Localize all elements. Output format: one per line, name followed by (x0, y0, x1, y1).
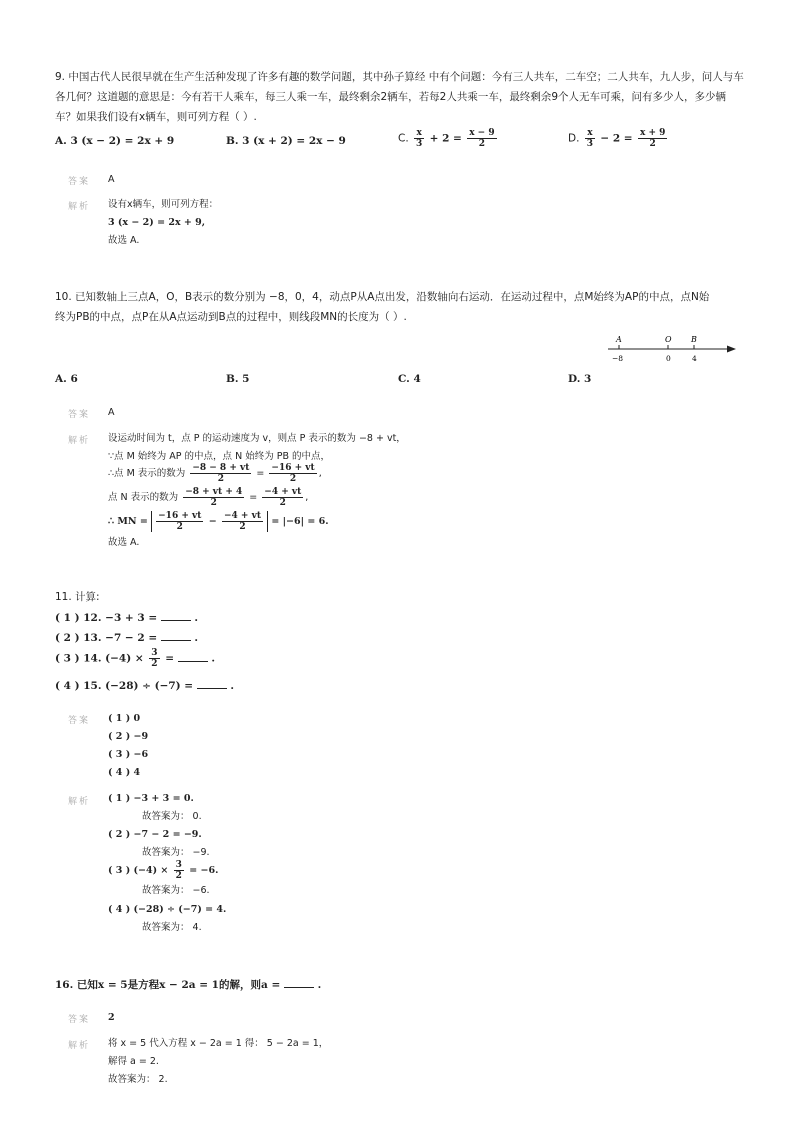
fraction: $\frac{-4 + vt}{2}$ (224, 511, 261, 532)
answer-blank[interactable] (284, 977, 314, 988)
q11-answer-1: ( 1 ) 0 (108, 713, 141, 724)
fraction: $\frac{x - 9}{2}$ (469, 128, 495, 149)
point-value-o: 0 (666, 354, 671, 363)
q11-solution-2-result: 故答案为： −9. (142, 847, 210, 858)
q10-analysis-line5: ∴ MN = $\frac{-16 + vt}{2}$ − $\frac{-4 + vt}{2}$ = |−6| = 6. (108, 511, 329, 532)
q10-stem-line1: 10. 已知数轴上三点A，O，B表示的数分别为 −8，0，4，动点P从A点出发，沿数轴向右运动．在运动过程中，点M始终为AP的中点，点N始 (55, 291, 710, 303)
answer-blank[interactable] (161, 610, 191, 621)
fraction: $\frac{x}{3}$ (416, 128, 423, 149)
q11-item-1: ( 1 ) 12. −3 + 3 = . (55, 612, 199, 624)
q9-option-b[interactable]: B. 3 (x + 2) = 2x − 9 (226, 135, 346, 147)
point-label-o: O (665, 335, 672, 344)
q10-answer-tag: 答案 (68, 410, 91, 420)
q9-analysis-line3: 故选 A. (108, 235, 140, 246)
q16-analysis-line3: 故答案为： 2. (108, 1074, 168, 1085)
q9-option-d[interactable]: D. $\frac{x}{3}$ − 2 = $\frac{x + 9}{2}$ (568, 128, 666, 149)
q9-stem-line1: 9. 中国古代人民很早就在生产生活种发现了许多有趣的数学问题，其中孙子算经 中有个问题：今有三人共车，二车空；二人共车，九人步，问人与车 (55, 71, 744, 83)
q11-answer-tag: 答案 (68, 716, 91, 726)
q11-analysis-tag: 解析 (68, 797, 91, 807)
q11-answer-2: ( 2 ) −9 (108, 731, 149, 742)
axis-arrow-icon (727, 346, 736, 353)
point-label-a: A (616, 335, 622, 344)
q10-option-b[interactable]: B. 5 (226, 373, 250, 385)
fraction: $\frac{-16 + vt}{2}$ (158, 511, 202, 532)
fraction: $\frac{-8 + vt + 4}{2}$ (185, 487, 243, 508)
q16-answer: 2 (108, 1012, 115, 1023)
absolute-value: $\frac{-16 + vt}{2}$ − $\frac{-4 + vt}{2}$ (151, 511, 268, 532)
q11-solution-4: ( 4 ) (−28) ÷ (−7) = 4. (108, 904, 227, 915)
point-value-b: 4 (692, 354, 697, 363)
q9-option-c[interactable]: C. $\frac{x}{3}$ + 2 = $\frac{x - 9}{2}$ (398, 128, 495, 149)
q16-analysis-tag: 解析 (68, 1041, 91, 1051)
answer-blank[interactable] (178, 651, 208, 662)
q11-title: 11. 计算: (55, 591, 100, 603)
q11-item-3: ( 3 ) 14. (−4) × $\frac{3}{2}$ = . (55, 648, 215, 669)
fraction: $\frac{x}{3}$ (586, 128, 594, 149)
q9-analysis-line2: 3 (x − 2) = 2x + 9, (108, 217, 206, 228)
point-label-b: B (691, 335, 697, 344)
q10-option-d[interactable]: D. 3 (568, 373, 592, 385)
q10-analysis-tag: 解析 (68, 436, 91, 446)
q11-solution-3: ( 3 ) (−4) × $\frac{3}{2}$ = −6. (108, 860, 219, 881)
q9-stem-line2: 各几何？这道题的意思是：今有若干人乘车，每三人乘一车，最终剩余2辆车，若每2人共乘一车，最终剩余9个人无车可乘，问有多少人，多少辆 (55, 91, 727, 103)
q11-solution-1: ( 1 ) −3 + 3 = 0. (108, 793, 194, 804)
q11-answer-3: ( 3 ) −6 (108, 749, 149, 760)
q10-analysis-line3: ∴点 M 表示的数为 $\frac{-8 - 8 + vt}{2}$ = $\frac{-16 + vt}{2}$ , (108, 463, 322, 484)
q10-stem-line2: 终为PB的中点，点P在从A点运动到B点的过程中，则线段MN的长度为（ ）. (55, 311, 407, 323)
q11-answer-4: ( 4 ) 4 (108, 767, 141, 778)
q10-analysis-line2: ∵点 M 始终为 AP 的中点，点 N 始终为 PB 的中点， (108, 451, 330, 462)
q9-answer-tag: 答案 (68, 177, 91, 187)
q11-solution-4-result: 故答案为： 4. (142, 922, 202, 933)
q9-stem-line3: 车？如果我们设有x辆车，则可列方程（ ）. (55, 111, 257, 123)
fraction: $\frac{-16 + vt}{2}$ (271, 463, 315, 484)
point-value-a: −8 (612, 354, 624, 363)
fraction: $\frac{3}{2}$ (175, 860, 182, 881)
q16-answer-tag: 答案 (68, 1015, 91, 1025)
q10-analysis-line6: 故选 A. (108, 537, 140, 548)
answer-blank[interactable] (161, 630, 191, 641)
fraction: $\frac{x + 9}{2}$ (639, 128, 666, 149)
q10-analysis-line4: 点 N 表示的数为 $\frac{-8 + vt + 4}{2}$ = $\frac{-4 + vt}{2}$ , (108, 487, 309, 508)
q11-solution-2: ( 2 ) −7 − 2 = −9. (108, 829, 202, 840)
q11-solution-1-result: 故答案为： 0. (142, 811, 202, 822)
q11-solution-3-result: 故答案为： −6. (142, 885, 210, 896)
number-line-diagram (600, 332, 740, 366)
q16-stem: 16. 已知x = 5是方程x − 2a = 1的解，则a = . (55, 979, 322, 991)
q10-analysis-line1: 设运动时间为 t，点 P 的运动速度为 v，则点 P 表示的数为 −8 + vt， (108, 433, 406, 444)
q9-answer: A (108, 174, 115, 185)
answer-blank[interactable] (197, 678, 227, 689)
q10-answer: A (108, 407, 115, 418)
q11-item-4: ( 4 ) 15. (−28) ÷ (−7) = . (55, 680, 235, 692)
fraction: $\frac{3}{2}$ (151, 648, 158, 669)
option-label: C. (398, 132, 409, 145)
q10-option-a[interactable]: A. 6 (55, 373, 78, 385)
q9-analysis-line1: 设有x辆车，则可列方程： (108, 199, 219, 210)
q9-option-a[interactable]: A. 3 (x − 2) = 2x + 9 (55, 135, 175, 147)
q10-option-c[interactable]: C. 4 (398, 373, 421, 385)
fraction: $\frac{-8 - 8 + vt}{2}$ (192, 463, 250, 484)
q11-item-2: ( 2 ) 13. −7 − 2 = . (55, 632, 199, 644)
fraction: $\frac{-4 + vt}{2}$ (264, 487, 302, 508)
q16-analysis-line2: 解得 a = 2. (108, 1056, 159, 1067)
option-label: D. (568, 132, 580, 145)
q9-analysis-tag: 解析 (68, 202, 91, 212)
q16-analysis-line1: 将 x = 5 代入方程 x − 2a = 1 得： 5 − 2a = 1， (108, 1038, 329, 1049)
